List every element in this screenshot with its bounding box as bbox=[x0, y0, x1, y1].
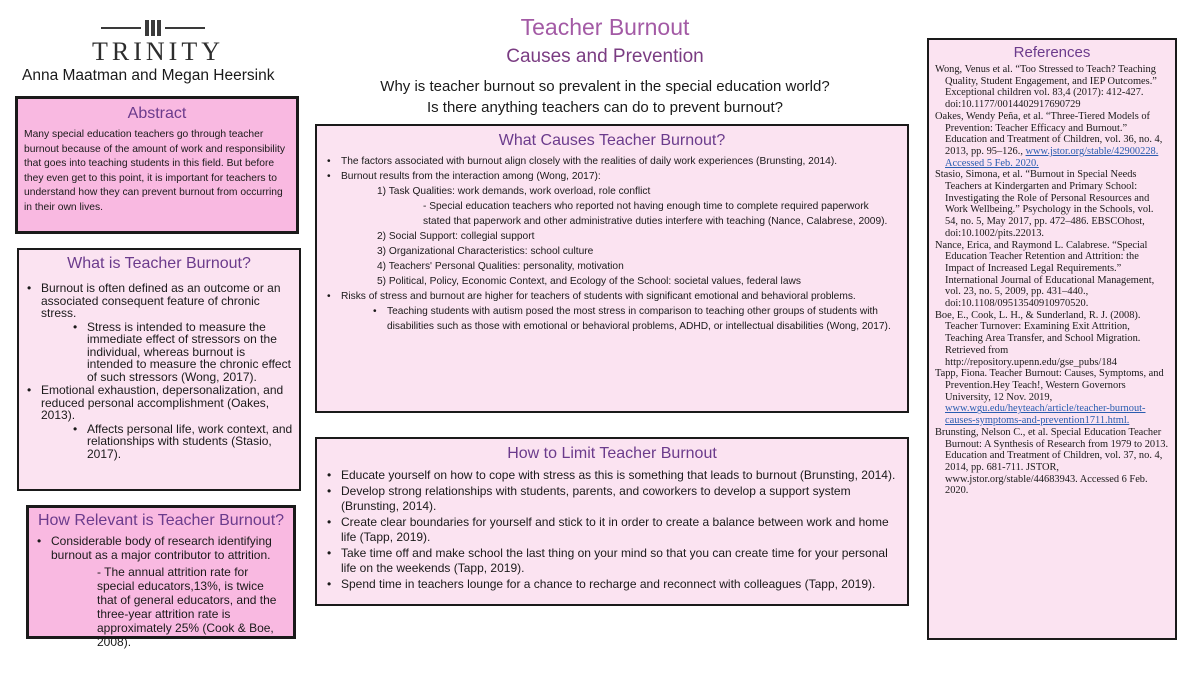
reference-item: Brunsting, Nelson C., et al. Special Education Teacher Burnout: A Synthesis of Research from 1979 to 2013. Education and Treatment of Children, vol. 37, no. 4, 2014, pp. 681-711. JSTOR, www.jstor.org/stable/44683943. Accessed 6 Feb. 2020. bbox=[935, 426, 1169, 497]
list-item: • Create clear boundaries for yourself and stick to it in order to create a balance between work and home life (Tapp, 2019). bbox=[325, 515, 899, 546]
list-item: • Teaching students with autism posed the most stress in comparison to teaching other groups of students with disabilities such as those with emotional or behavioral problems, ADHD, or intellectual disabilities (Wong, 2017). bbox=[325, 304, 899, 334]
limit-list bbox=[325, 468, 899, 592]
relevance-heading: How Relevant is Teacher Burnout? bbox=[37, 512, 285, 529]
list-item: • Stress is intended to measure the immediate effect of stressors on the individual, whereas burnout is intended to measure the chronic effect of such stressors (Wong, 2017). bbox=[25, 321, 293, 384]
research-questions bbox=[330, 76, 880, 118]
limit-heading: How to Limit Teacher Burnout bbox=[507, 445, 717, 462]
logo-wordmark: TRINITY bbox=[92, 37, 224, 66]
relevance-box bbox=[26, 505, 296, 649]
what-is-list bbox=[25, 282, 293, 460]
relevance-list bbox=[35, 534, 287, 562]
list-item: • Take time off and make school the last thing on your mind so that you can create time for your personal life on the weekends (Tapp, 2019). bbox=[325, 546, 899, 577]
what-is-heading: What is Teacher Burnout? bbox=[67, 255, 251, 272]
cause-factor: 4) Teachers' Personal Qualities: personality, motivation bbox=[377, 261, 624, 272]
reference-item bbox=[935, 111, 1169, 170]
question-2: Is there anything teachers can do to prevent burnout? bbox=[426, 99, 784, 116]
reference-text: Tapp, Fiona. Teacher Burnout: Causes, Symptoms, and Prevention.Hey Teach!, Western Governors University, 12 Nov. 2019, bbox=[935, 368, 1164, 403]
relevance-detail: - The annual attrition rate for special educators,13%, is twice that of general educators, and the three-year attrition rate is approximately 25% (Cook & Boe, 2008). bbox=[97, 565, 277, 649]
reference-link[interactable]: www.wgu.edu/heyteach/article/teacher-burnout-causes-symptoms-and-prevention1711.html. bbox=[945, 403, 1146, 427]
abstract-box bbox=[15, 96, 299, 234]
references-box bbox=[927, 38, 1177, 640]
references-heading: References bbox=[1013, 44, 1091, 61]
references-list bbox=[935, 64, 1169, 497]
cause-factor: 1) Task Qualities: work demands, work overload, role conflict bbox=[377, 186, 651, 197]
reference-item: Wong, Venus et al. “Too Stressed to Teach? Teaching Quality, Student Engagement, and IEP Outcomes.” Exceptional children vol. 83,4 (2017): 412-427. doi:10.1177/0014402917690729 bbox=[935, 64, 1157, 111]
what-is-burnout-box bbox=[17, 248, 301, 491]
list-item: • Spend time in teachers lounge for a chance to recharge and reconnect with colleagues (Tapp, 2019). bbox=[325, 577, 899, 593]
reference-item: Nance, Erica, and Raymond L. Calabrese. “Special Education Teacher Retention and Attrition: the Impact of Increased Legal Requirements.” International Journal of Educational Management, vol. 23, no. 5, 2009, pp. 431–440., doi:10.1108/09513540910970520. bbox=[935, 239, 1155, 310]
list-item: • Emotional exhaustion, depersonalization, and reduced personal accomplishment (Oakes, 2013). bbox=[25, 384, 293, 422]
limit-burnout-box bbox=[315, 437, 909, 606]
trinity-logo-icon bbox=[92, 18, 214, 38]
list-item: • Considerable body of research identifying burnout as a major contributor to attrition. bbox=[35, 534, 287, 562]
cause-factor: 3) Organizational Characteristics: school culture bbox=[377, 246, 594, 257]
causes-heading: What Causes Teacher Burnout? bbox=[498, 132, 726, 149]
trinity-logo bbox=[92, 18, 224, 66]
question-1: Why is teacher burnout so prevalent in the special education world? bbox=[380, 78, 830, 95]
list-item: • Burnout results from the interaction among (Wong, 2017): bbox=[325, 169, 899, 184]
reference-item: Boe, E., Cook, L. H., & Sunderland, R. J. (2008). Teacher Turnover: Examining Exit Attrition, Teaching Area Transfer, and School Migration. Retrieved from http://repository.upenn.edu/gse_pubs/184 bbox=[935, 309, 1141, 368]
list-item: • The factors associated with burnout align closely with the realities of daily work experiences (Brunsting, 2014). bbox=[325, 154, 899, 169]
list-item: • Affects personal life, work context, and relationships with students (Stasio, 2017). bbox=[25, 423, 293, 461]
list-item: • Develop strong relationships with students, parents, and coworkers to develop a support system (Brunsting, 2014). bbox=[325, 484, 899, 515]
abstract-text: Many special education teachers go through teacher burnout because of the amount of work and responsibility that goes into teaching students in this field. But before they even get to this point, it is important for teachers to understand how they can prevent burnout from occurring in their own lives. bbox=[24, 129, 286, 213]
reference-link[interactable]: www.jstor.org/stable/42900228. Accessed 5 Feb. 2020. bbox=[945, 145, 1159, 169]
authors: Anna Maatman and Megan Heersink bbox=[22, 67, 275, 84]
causes-box bbox=[315, 124, 909, 413]
poster-title: Teacher Burnout bbox=[520, 14, 690, 40]
abstract-heading: Abstract bbox=[127, 105, 187, 122]
list-item: • Risks of stress and burnout are higher for teachers of students with significant emotional and behavioral problems. bbox=[325, 289, 899, 304]
causes-content bbox=[325, 154, 899, 334]
reference-item bbox=[935, 368, 1169, 427]
list-item: • Educate yourself on how to cope with stress as this is something that leads to burnout (Brunsting, 2014). bbox=[325, 468, 899, 484]
cause-factor: 5) Political, Policy, Economic Context, and Ecology of the School: societal values, federal laws bbox=[377, 276, 801, 287]
poster-subtitle: Causes and Prevention bbox=[506, 46, 704, 67]
cause-factor: 2) Social Support: collegial support bbox=[377, 231, 535, 242]
reference-text: Oakes, Wendy Peña, et al. “Three-Tiered Models of Prevention: Teacher Efficacy and Burnout.” Education and Treatment of Children, vol. 36, no. 4, 2013, pp. 95–126., bbox=[935, 110, 1163, 157]
reference-item: Stasio, Simona, et al. “Burnout in Special Needs Teachers at Kindergarten and Primary School: Investigating the Role of Personal Resources and Work Wellbeing.” Psychology in the Schools, vol. 54, no. 5, May 2017, pp. 472–486. EBSCOhost, doi:10.1002/pits.22013. bbox=[935, 169, 1154, 239]
cause-detail: - Special education teachers who reported not having enough time to complete required paperwork stated that paperwork and other administrative duties interfere with teaching (Nance, Calabrese, 2009). bbox=[423, 201, 888, 227]
list-item: • Burnout is often defined as an outcome or an associated consequent feature of chronic stress. bbox=[25, 282, 293, 320]
